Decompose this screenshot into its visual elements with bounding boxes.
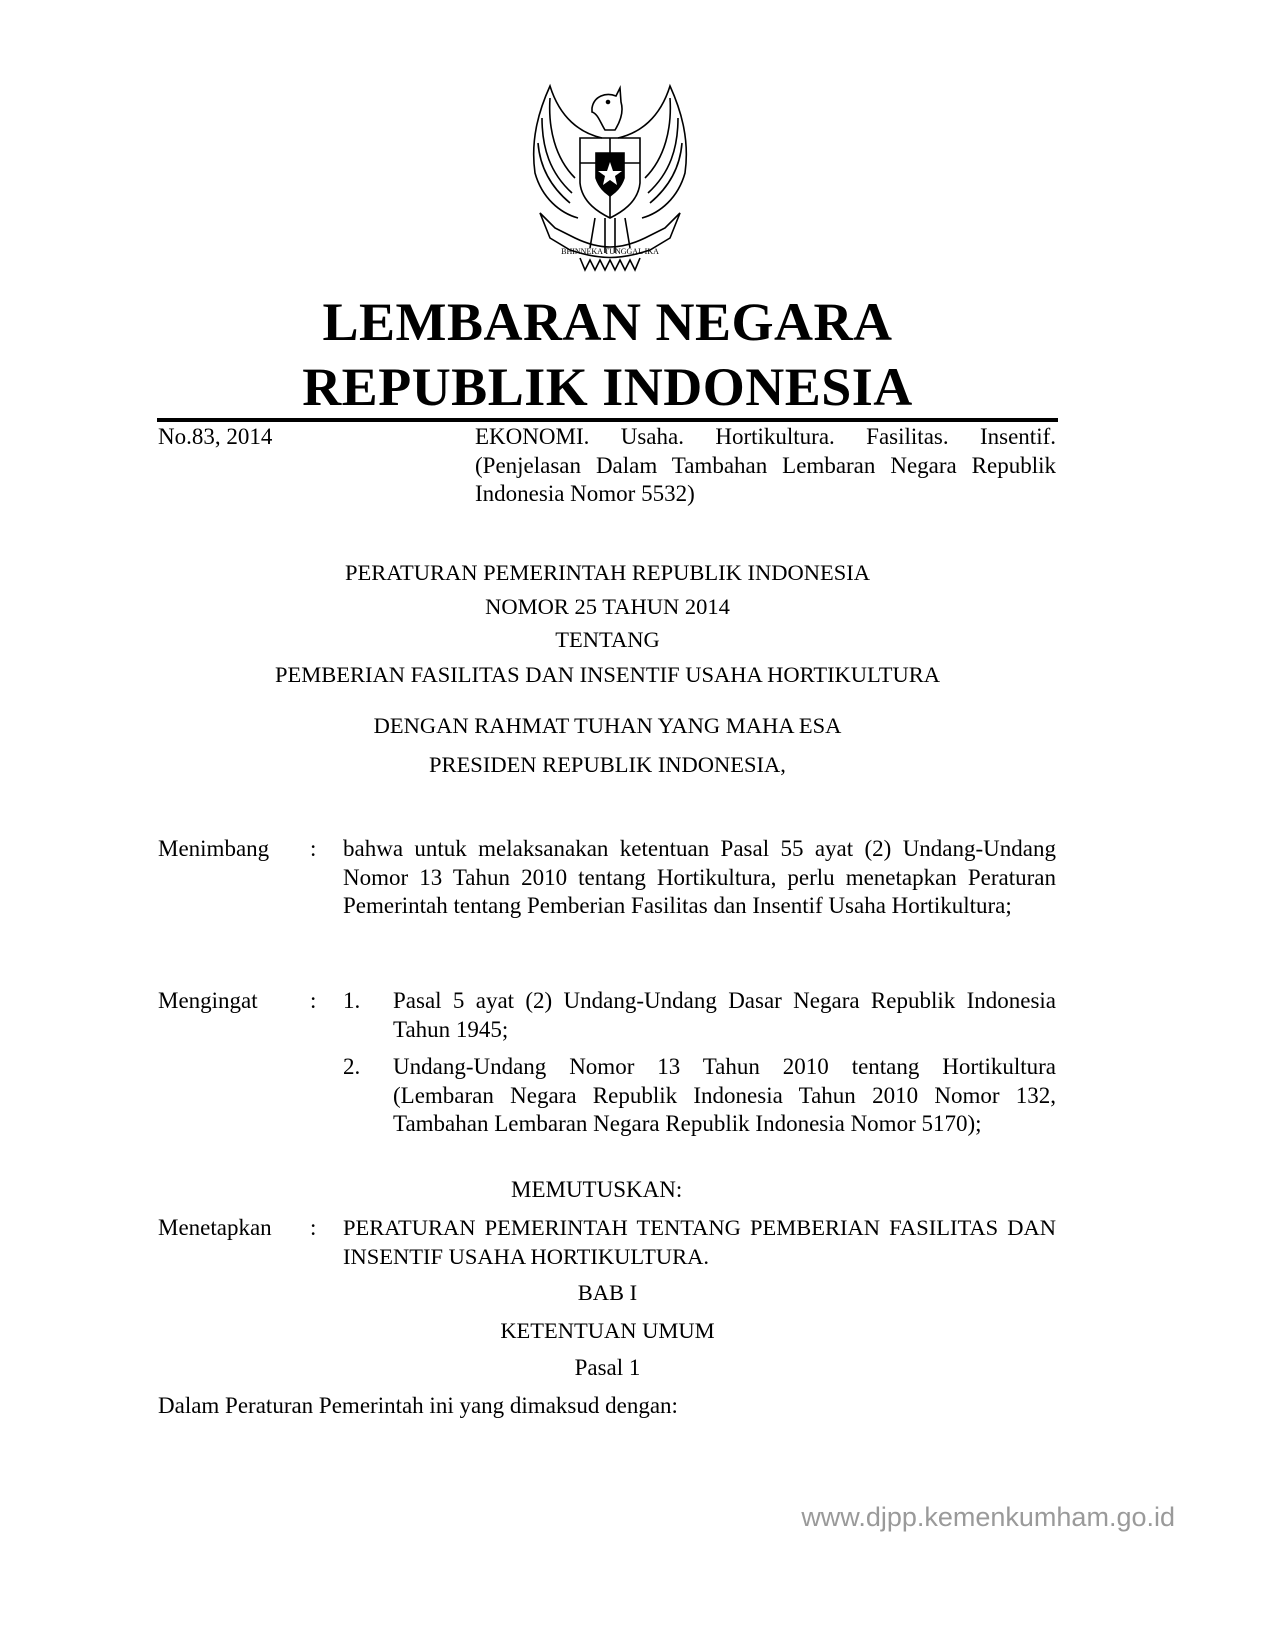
mengingat-colon: : [310, 988, 317, 1013]
menimbang-text: bahwa untuk melaksanakan ketentuan Pasal 55 ayat (2) Undang-Undang Nomor 13 Tahun 2010 tentang Hortikultura, perlu menetapkan Peraturan Pemerintah tentang Pemberian Fasilitas dan Insentif Usaha Hortikultura; [343, 836, 1056, 919]
menimbang-colon: : [310, 836, 317, 861]
menimbang-label: Menimbang [158, 836, 270, 861]
motto-text: BHINNEKA TUNGGAL IKA [561, 247, 659, 256]
mengingat-item-number: 2. [343, 1054, 361, 1079]
mengingat-item-text: Pasal 5 ayat (2) Undang-Undang Dasar Negara Republik Indonesia Tahun 1945; [393, 988, 1056, 1042]
article-number: Pasal 1 [574, 1355, 641, 1380]
title-rule [157, 418, 1058, 422]
gazette-summary: EKONOMI. Usaha. Hortikultura. Fasilitas. Insentif. (Penjelasan Dalam Tambahan Lembaran Negara Republik Indonesia Nomor 5532) [475, 424, 1056, 507]
menetapkan-label: Menetapkan [158, 1215, 272, 1240]
menetapkan-colon: : [310, 1215, 317, 1240]
regulation-tentang: TENTANG [555, 627, 660, 652]
gazette-title-line1: LEMBARAN NEGARA [322, 292, 893, 352]
chapter-title: KETENTUAN UMUM [500, 1318, 715, 1343]
regulation-number: NOMOR 25 TAHUN 2014 [485, 594, 730, 619]
gazette-number: No.83, 2014 [158, 424, 273, 449]
memutuskan-heading: MEMUTUSKAN: [511, 1177, 683, 1202]
article-intro: Dalam Peraturan Pemerintah ini yang dimaksud dengan: [158, 1393, 678, 1418]
garuda-emblem-icon [520, 78, 700, 273]
regulation-subject: PEMBERIAN FASILITAS DAN INSENTIF USAHA HORTIKULTURA [274, 662, 940, 687]
chapter-number: BAB I [577, 1280, 638, 1305]
regulation-title: PERATURAN PEMERINTAH REPUBLIK INDONESIA [344, 560, 871, 585]
mengingat-label: Mengingat [158, 988, 258, 1013]
mengingat-item-text: Undang-Undang Nomor 13 Tahun 2010 tentang Hortikultura (Lembaran Negara Republik Indonesia Tahun 2010 Nomor 132, Tambahan Lembaran Negara Republik Indonesia Nomor 5170); [393, 1054, 1056, 1137]
mengingat-item-number: 1. [343, 988, 361, 1013]
gazette-title-line2: REPUBLIK INDONESIA [302, 357, 913, 417]
watermark-url: www.djpp.kemenkumham.go.id [801, 1502, 1175, 1532]
preamble-rahmat: DENGAN RAHMAT TUHAN YANG MAHA ESA [373, 713, 842, 738]
preamble-president: PRESIDEN REPUBLIK INDONESIA, [429, 752, 786, 777]
menetapkan-text: PERATURAN PEMERINTAH TENTANG PEMBERIAN FASILITAS DAN INSENTIF USAHA HORTIKULTURA. [343, 1215, 1056, 1269]
